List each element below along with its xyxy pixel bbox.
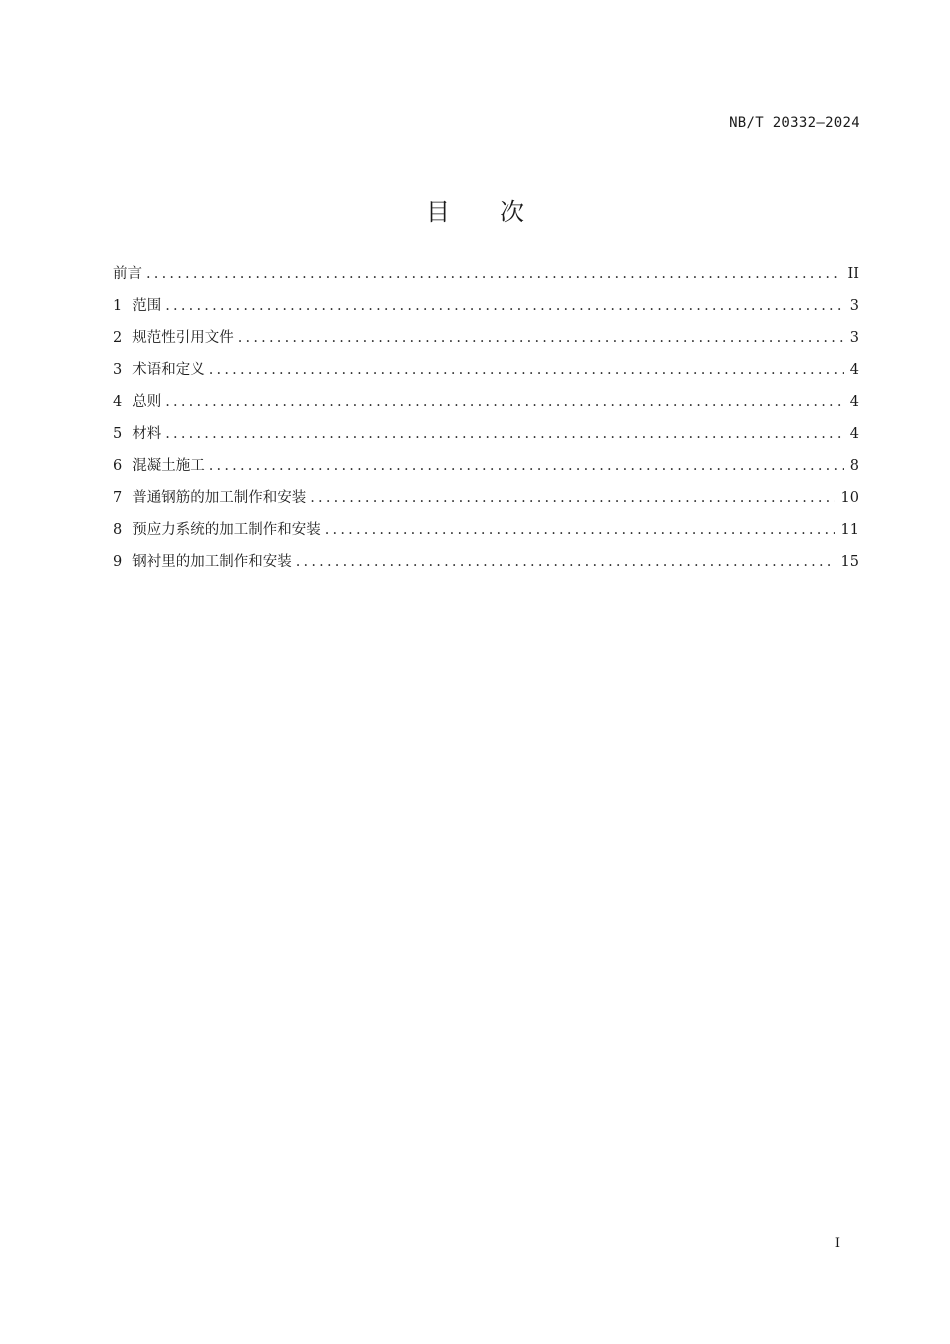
toc-entry-page: 15 — [840, 554, 859, 570]
toc-entry-number: 4 — [113, 394, 123, 410]
toc-dot-leader — [146, 266, 842, 282]
toc-dot-leader — [165, 298, 844, 314]
toc-entry-page: 8 — [849, 458, 859, 474]
toc-dot-leader — [296, 554, 835, 570]
toc-dot-leader — [209, 458, 844, 474]
toc-entry-number: 8 — [113, 522, 123, 538]
toc-entry-page: 4 — [849, 362, 859, 378]
toc-dot-leader — [325, 522, 835, 538]
toc-entry-7[interactable] — [113, 486, 859, 518]
toc-entry-number: 6 — [113, 458, 123, 474]
toc-entry-5[interactable] — [113, 422, 859, 454]
page-number: I — [834, 1236, 840, 1251]
toc-entry-3[interactable] — [113, 358, 859, 390]
toc-entry-page: 3 — [849, 330, 859, 346]
toc-entry-4[interactable] — [113, 390, 859, 422]
toc-entry-9[interactable] — [113, 550, 859, 582]
toc-entry-page: 4 — [849, 426, 859, 442]
toc-entry-number: 2 — [113, 330, 123, 346]
toc-entry-number: 5 — [113, 426, 123, 442]
toc-dot-leader — [310, 490, 834, 506]
toc-entry-title: 范围 — [132, 298, 162, 314]
toc-dot-leader — [165, 426, 844, 442]
toc-list — [113, 262, 859, 582]
toc-entry-page: 3 — [849, 298, 859, 314]
toc-entry-foreword[interactable] — [113, 262, 859, 294]
toc-entry-title: 材料 — [132, 426, 162, 442]
toc-entry-title: 总则 — [132, 394, 162, 410]
toc-entry-page: 10 — [840, 490, 859, 506]
toc-entry-number: 7 — [113, 490, 123, 506]
toc-entry-6[interactable] — [113, 454, 859, 486]
toc-entry-page: II — [847, 266, 859, 282]
toc-entry-title: 普通钢筋的加工制作和安装 — [132, 490, 307, 506]
toc-entry-title: 前言 — [113, 266, 142, 282]
toc-entry-title: 钢衬里的加工制作和安装 — [132, 554, 292, 570]
toc-entry-8[interactable] — [113, 518, 859, 550]
toc-entry-title: 预应力系统的加工制作和安装 — [132, 522, 321, 538]
toc-entry-number: 3 — [113, 362, 123, 378]
toc-entry-1[interactable] — [113, 294, 859, 326]
toc-entry-title: 规范性引用文件 — [132, 330, 234, 346]
toc-title: 目次 — [426, 198, 574, 226]
toc-entry-2[interactable] — [113, 326, 859, 358]
standard-number: NB/T 20332—2024 — [729, 115, 860, 131]
toc-dot-leader — [238, 330, 844, 346]
toc-entry-title: 术语和定义 — [132, 362, 205, 378]
toc-entry-number: 1 — [113, 298, 123, 314]
toc-entry-number: 9 — [113, 554, 123, 570]
toc-entry-title: 混凝土施工 — [132, 458, 205, 474]
toc-dot-leader — [165, 394, 844, 410]
toc-entry-page: 4 — [849, 394, 859, 410]
toc-entry-page: 11 — [840, 522, 859, 538]
toc-dot-leader — [209, 362, 844, 378]
